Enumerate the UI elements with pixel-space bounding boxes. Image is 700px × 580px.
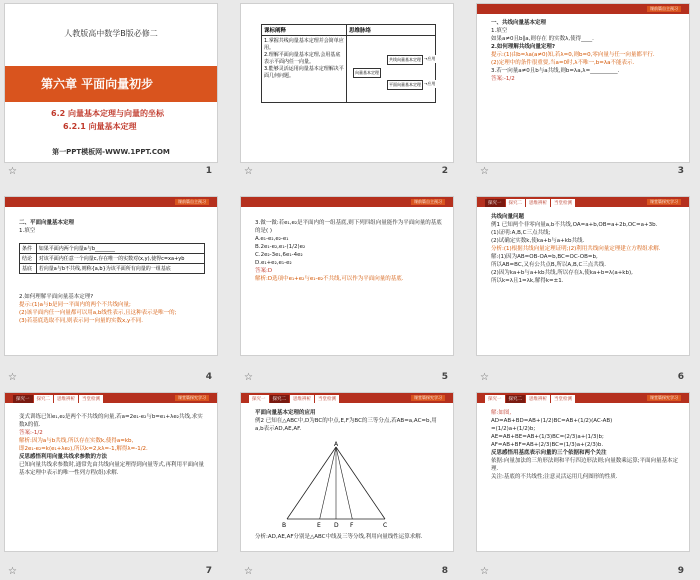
star-icon[interactable]: ☆ <box>244 372 253 383</box>
row-content: 对该平面内任意一个向量c,存在唯一的实数对(x,y),使得c=xa+yb <box>36 254 204 264</box>
slide-1[interactable] <box>4 3 218 163</box>
star-icon[interactable]: ☆ <box>8 166 17 177</box>
hint-line: 提示:(1)由b=λa(a≠0)知,若λ=0,则b=0,零向量与任一向量都平行. <box>491 52 655 58</box>
exercise-line: 3.若一向量a≠0且b与a共线,则b=λa,λ=__________. <box>491 68 620 74</box>
slide-number: 9 <box>677 566 684 576</box>
mindmap-diagram <box>353 50 437 100</box>
slide-1-caption <box>4 166 218 180</box>
tab-check[interactable]: 当堂检测 <box>315 395 339 403</box>
slide-number: 4 <box>205 372 212 382</box>
section-tag: 课前篇自主预习 <box>647 6 681 12</box>
chapter-title: 第六章 平面向量初步 <box>41 77 154 91</box>
tab-thinking[interactable]: 思维辨析 <box>526 395 550 403</box>
tab-check[interactable]: 当堂检测 <box>551 199 575 207</box>
section-tag: 课前篇自主预习 <box>175 199 209 205</box>
text-line: 所以k=λ且1=λk,解得k=±1. <box>491 278 564 284</box>
tab-check[interactable]: 当堂检测 <box>551 395 575 403</box>
slide-7-caption <box>4 566 218 580</box>
tab-explore-1[interactable]: 探究一 <box>485 199 505 207</box>
goals-cell <box>262 36 347 103</box>
slide-body <box>491 409 679 481</box>
goal-item: 1.掌握共线向量基本定理并会简单应用。 <box>264 38 344 51</box>
tab-thinking[interactable]: 思维辨析 <box>290 395 314 403</box>
nav-tabs <box>485 197 575 207</box>
segment-af <box>336 447 352 519</box>
side-ac <box>336 447 385 519</box>
slide-body <box>255 219 443 283</box>
point-label-b: B <box>282 522 287 529</box>
table-header-goals: 课标阐释 <box>262 25 347 36</box>
equation-line: AE=AB+BE=AB+(1/3)BC=(2/3)a+(1/3)b; <box>491 434 604 440</box>
slide-number: 5 <box>441 372 448 382</box>
tab-explore-2[interactable]: 探究二 <box>34 395 54 403</box>
section-tag: 课前篇自主预习 <box>411 199 445 205</box>
option-item: C.2e₂-3e₁,6e₁-4e₂ <box>255 252 303 258</box>
slide-6[interactable] <box>476 196 690 356</box>
star-icon[interactable]: ☆ <box>480 566 489 577</box>
mindmap-root: 向量基本定理 <box>353 68 381 78</box>
text-line: 已知向量共线求参数时,通常先由共线向量定理得到向量等式,再利用平面向量基本定理中表示的唯一性列方程(组)求解. <box>19 462 204 476</box>
tab-explore-2[interactable]: 探究二 <box>506 199 526 207</box>
point-label-a: A <box>334 441 339 448</box>
tab-explore-2[interactable]: 探究二 <box>270 395 290 403</box>
book-title: 人教版高中数学B版必修二 <box>64 29 158 38</box>
section-tag: 课堂篇探究学习 <box>647 395 681 401</box>
row-label: 条件 <box>20 244 37 254</box>
slide-4-caption <box>4 372 218 386</box>
answer-line: 答案:D <box>255 268 273 274</box>
answer-line: 答案:-1/2 <box>19 430 43 436</box>
question-line: 2.如何理解平面向量基本定理? <box>19 294 94 300</box>
text-line: 变式训练已知e₁,e₂是两个不共线的向量,若a=2e₁-e₂与b=e₁+λe₂共线,求实数λ的值. <box>19 414 203 428</box>
equation-line: AD=AB+BD=AB+(1/2)BC=AB+(1/2)(AC-AB) <box>491 418 613 424</box>
explanation-line: 解析:因为a与b共线,所以存在实数k,使得a=kb, <box>19 438 134 444</box>
slide-8-caption <box>240 566 454 580</box>
slide-6-caption <box>476 372 690 386</box>
option-item: D.e₁+e₂,e₁-e₂ <box>255 260 292 266</box>
slide-body <box>491 19 679 83</box>
side-ab <box>287 447 336 519</box>
slide-number: 6 <box>677 372 684 382</box>
question-line: 3.做一做:若e₁,e₂是平面内的一组基底,则下列四组向量能作为平面向量的基底的是( ) <box>255 220 442 234</box>
slide-7[interactable] <box>4 392 218 552</box>
analysis-line: 分析:AD,AE,AF分别是△ABC中线及三等分线,利用向量线性运算求解. <box>255 534 423 540</box>
star-icon[interactable]: ☆ <box>8 372 17 383</box>
goal-item: 2.理解平面向量基本定理,会用基底表示平面内任一向量。 <box>264 52 341 65</box>
point-label-d: D <box>334 522 339 529</box>
tab-explore-1[interactable]: 探究一 <box>485 395 505 403</box>
tab-explore-2[interactable]: 探究二 <box>506 395 526 403</box>
slide-body <box>491 213 679 285</box>
star-icon[interactable]: ☆ <box>244 566 253 577</box>
nav-tabs <box>13 393 103 403</box>
goal-item: 3.能够灵活运用向量基本定理解决平面几何问题。 <box>264 66 344 79</box>
reflection-heading: 反思感悟利用向量共线求参数的方法 <box>19 454 108 460</box>
subsection-title: 6.2.1 向量基本定理 <box>63 122 137 131</box>
star-icon[interactable]: ☆ <box>480 166 489 177</box>
slide-8[interactable] <box>240 392 454 552</box>
text-line: 依据:向量加法的三角形法则和平行四边形法则;向量数乘运算;平面向量基本定理. <box>491 458 679 472</box>
text-line: 关注:基底的不共线性;注意灵活运用几何图形的性质. <box>491 474 618 480</box>
lesson-title: 6.2 向量基本定理与向量的坐标 <box>51 109 164 118</box>
site-footer: 第一PPT模板网-WWW.1PPT.COM <box>52 148 170 156</box>
section-heading: 二、平面向量基本定理 <box>19 220 75 226</box>
text-line: 所以AB=BC,又有公共点B,所以A,B,C三点共线. <box>491 262 607 268</box>
tab-explore-1[interactable]: 探究一 <box>13 395 33 403</box>
star-icon[interactable]: ☆ <box>8 566 17 577</box>
option-item: B.2e₁-e₂,e₁-(1/2)e₂ <box>255 244 306 250</box>
nav-tabs <box>485 393 575 403</box>
explanation-line: 即2e₁-e₂=k(e₁+λe₂),所以k=2,kλ=-1,解得λ=-1/2. <box>19 446 148 452</box>
slide-3-caption <box>476 166 690 180</box>
explanation-line: 解析:D选项中e₁+e₂与e₁-e₂不共线,可以作为平面向量的基底. <box>255 276 404 282</box>
slide-4[interactable] <box>4 196 218 356</box>
mindmap-leaf: →应用 <box>424 81 436 86</box>
tab-thinking[interactable]: 思维辨析 <box>54 395 78 403</box>
point-label-e: E <box>317 522 321 529</box>
slide-3[interactable] <box>476 3 690 163</box>
nav-tabs <box>249 393 339 403</box>
text-line: 例1 已知两个非零向量a,b不共线,OA=a+b,OB=a+2b,OC=a+3b. <box>491 222 658 228</box>
section-tag: 课堂篇探究学习 <box>175 395 209 401</box>
mindmap-leaf: →应用 <box>424 56 436 61</box>
table-header-map: 思维脉络 <box>347 25 436 36</box>
row-label: 结论 <box>20 254 37 264</box>
row-content: 如果平面内两个向量a与b________ <box>36 244 204 254</box>
star-icon[interactable]: ☆ <box>480 372 489 383</box>
equation-line: =(1/2)a+(1/2)b; <box>491 426 536 432</box>
equation-line: AF=AB+BF=AB+(2/3)BC=(1/3)a+(2/3)b. <box>491 442 604 448</box>
answer-label: 答案: <box>491 76 504 82</box>
hint-line: 提示:(1)a与b是同一平面内的两个不共线向量; <box>19 302 131 308</box>
slide-number: 3 <box>677 166 684 176</box>
slide-body <box>19 413 207 477</box>
slide-5[interactable] <box>240 196 454 356</box>
segment-ae <box>320 447 336 519</box>
section-heading: 共线向量问题 <box>491 214 525 220</box>
star-icon[interactable]: ☆ <box>244 166 253 177</box>
tab-explore-1[interactable]: 探究一 <box>249 395 269 403</box>
hint-line: (3)若基底选取不同,则表示同一向量的实数x,y不同. <box>19 318 144 324</box>
text-line: (2)试确定实数k,使ka+b与a+kb共线. <box>491 238 585 244</box>
slide-body <box>255 409 443 433</box>
theorem-table <box>19 243 205 274</box>
tab-thinking[interactable]: 思维辨析 <box>526 199 550 207</box>
text-line: 解:(1)因为AB=OB-OA=b,BC=OC-OB=b, <box>491 254 598 260</box>
text-line: 例2 已知在△ABC中,D为BC的中点,E,F为BC的三等分点,若AB=a,AC=b,用a,b表示AD,AE,AF. <box>255 418 437 432</box>
point-label-c: C <box>383 522 388 529</box>
slide-number: 2 <box>441 166 448 176</box>
tab-check[interactable]: 当堂检测 <box>79 395 103 403</box>
question-line: 2.如何理解共线向量定理? <box>491 44 556 50</box>
text-line: (2)因为ka+b与a+kb共线,所以存在λ,使ka+b=λ(a+kb), <box>491 270 633 276</box>
hint-line: (2)定理中的条件很重要,当a=0时,λ不唯一,b=λa不能表示. <box>491 60 635 66</box>
hint-line: (2)该平面内任一向量都可以用a,b线性表示,且这种表示是唯一的; <box>19 310 177 316</box>
point-label-f: F <box>350 522 354 529</box>
slide-2[interactable] <box>240 3 454 163</box>
slide-number: 7 <box>205 566 212 576</box>
text-line: 1.填空 <box>491 28 508 34</box>
slide-number: 8 <box>441 566 448 576</box>
section-tag: 课堂篇探究学习 <box>411 395 445 401</box>
slide-body-2 <box>19 293 207 325</box>
analysis-line: 分析:(1)根据共线向量定理证明;(2)利用共线向量定理建立方程组求解. <box>491 246 661 252</box>
mindmap-node-plane: 平面向量基本定理 <box>387 80 423 90</box>
option-item: A.e₁-e₂,e₂-e₁ <box>255 236 289 242</box>
row-label: 基底 <box>20 264 37 274</box>
solution-label: 解:如图, <box>491 410 512 416</box>
mindmap-node-collinear: 共线向量基本定理 <box>387 55 423 65</box>
slide-number: 1 <box>205 166 212 176</box>
section-heading: 一、共线向量基本定理 <box>491 20 547 26</box>
slide-2-caption <box>240 166 454 180</box>
slide-body <box>19 219 207 235</box>
slide-9[interactable] <box>476 392 690 552</box>
slide-9-caption <box>476 566 690 580</box>
text-line: 如果a≠0且b∥a,则存在 的实数λ,使得____. <box>491 36 594 42</box>
triangle-figure <box>281 441 391 531</box>
reflection-heading: 反思感悟用基底表示向量的三个依据和两个关注 <box>491 450 607 456</box>
text-line: 1.填空 <box>19 228 36 234</box>
text-line: (1)证明:A,B,C三点共线; <box>491 230 551 236</box>
slide-5-caption <box>240 372 454 386</box>
section-tag: 课堂篇探究学习 <box>647 199 681 205</box>
row-content: 若向量a与b不共线,则称{a,b}为该平面所有向量的一组基底 <box>36 264 204 274</box>
section-heading: 平面向量基本定理的应用 <box>255 410 316 416</box>
answer-value: -1/2 <box>503 76 515 82</box>
